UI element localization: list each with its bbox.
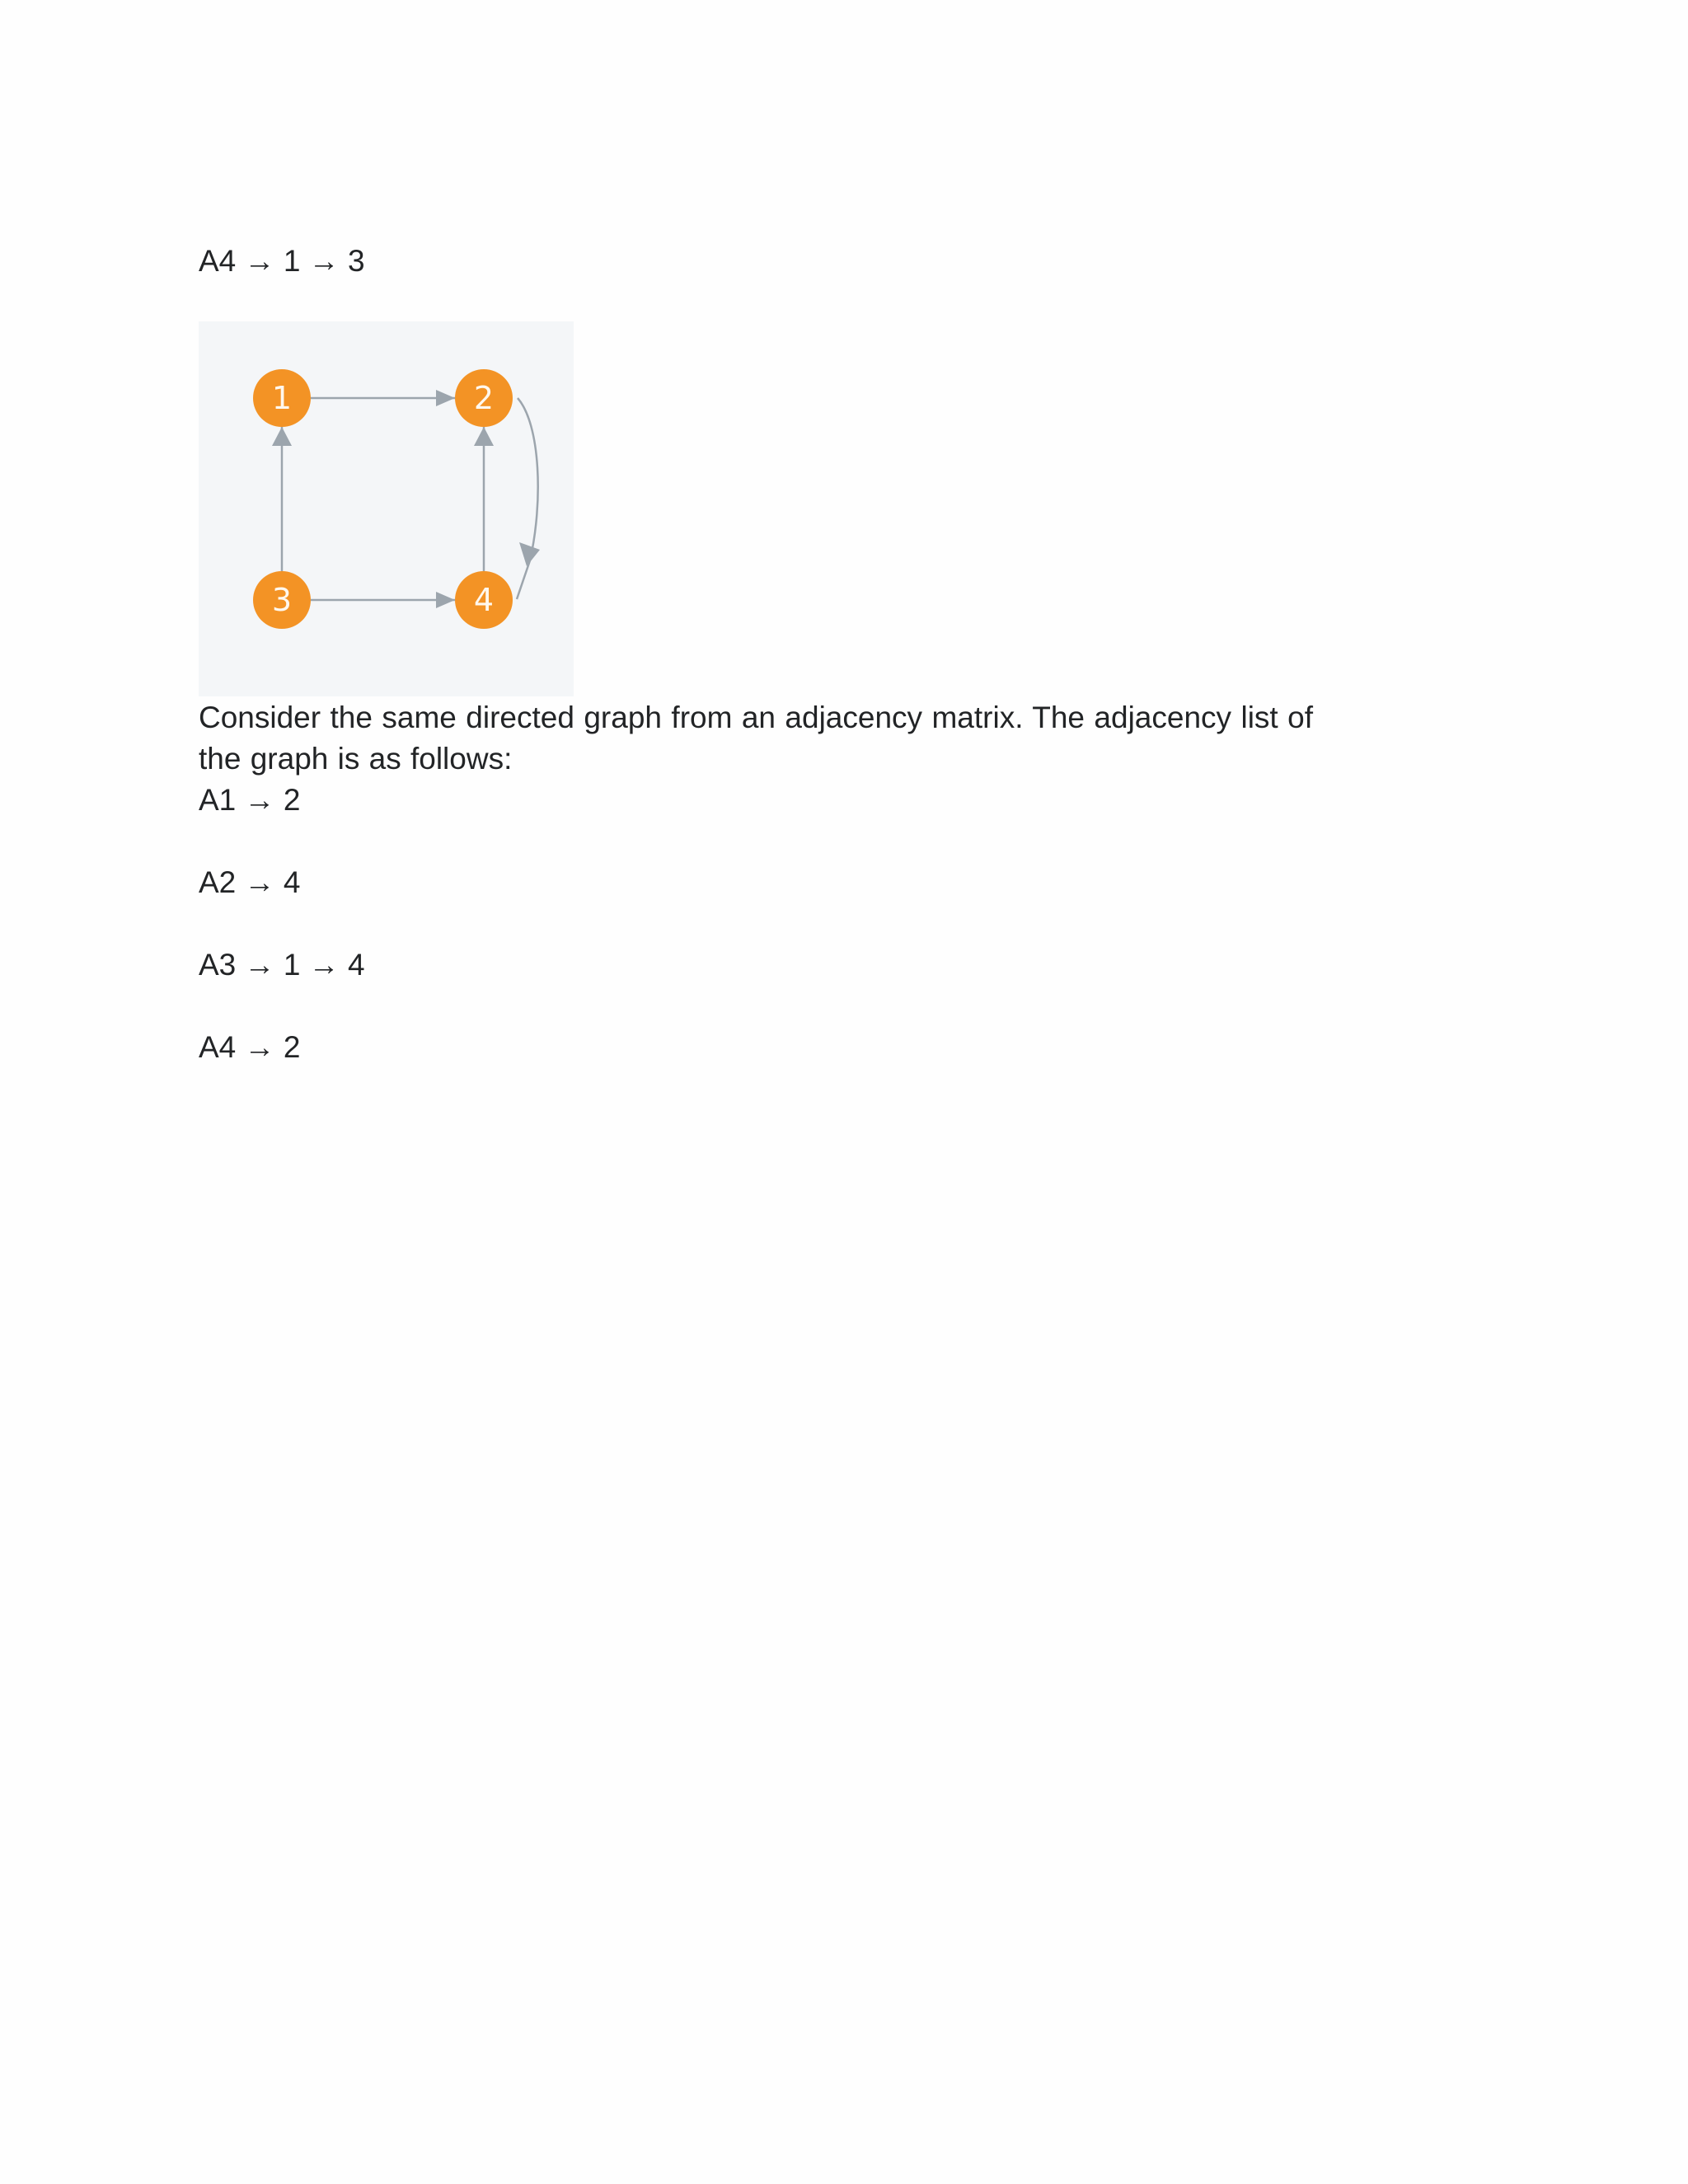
graph-node-3 xyxy=(253,571,311,629)
directed-graph-figure xyxy=(199,321,574,696)
svg-text:4: 4 xyxy=(473,582,495,618)
svg-text:2: 2 xyxy=(473,380,495,416)
adjacency-list-item-a4: A4 → 2 xyxy=(199,1030,301,1064)
graph-node-2 xyxy=(455,369,513,427)
edge-3-to-1 xyxy=(272,427,292,571)
adjacency-line-a4-previous: A4 → 1 → 3 xyxy=(199,244,365,278)
graph-node-1 xyxy=(253,369,311,427)
edge-2-to-4 xyxy=(517,398,540,599)
svg-text:1: 1 xyxy=(271,380,293,416)
edge-1-to-2 xyxy=(311,390,455,406)
adjacency-list-item-a1: A1 → 2 xyxy=(199,783,301,817)
adjacency-list-item-a2: A2 → 4 xyxy=(199,865,301,899)
svg-text:3: 3 xyxy=(271,582,293,618)
adjacency-list-item-a3: A3 → 1 → 4 xyxy=(199,948,365,982)
edge-4-to-2 xyxy=(474,427,494,571)
adjacency-list xyxy=(199,780,365,1109)
graph-node-4 xyxy=(455,571,513,629)
directed-graph-diagram xyxy=(199,321,574,696)
edge-3-to-4 xyxy=(311,592,455,608)
description-paragraph: Consider the same directed graph from an adjacency matrix. The adjacency list of the graph is as follows: xyxy=(199,701,1313,776)
